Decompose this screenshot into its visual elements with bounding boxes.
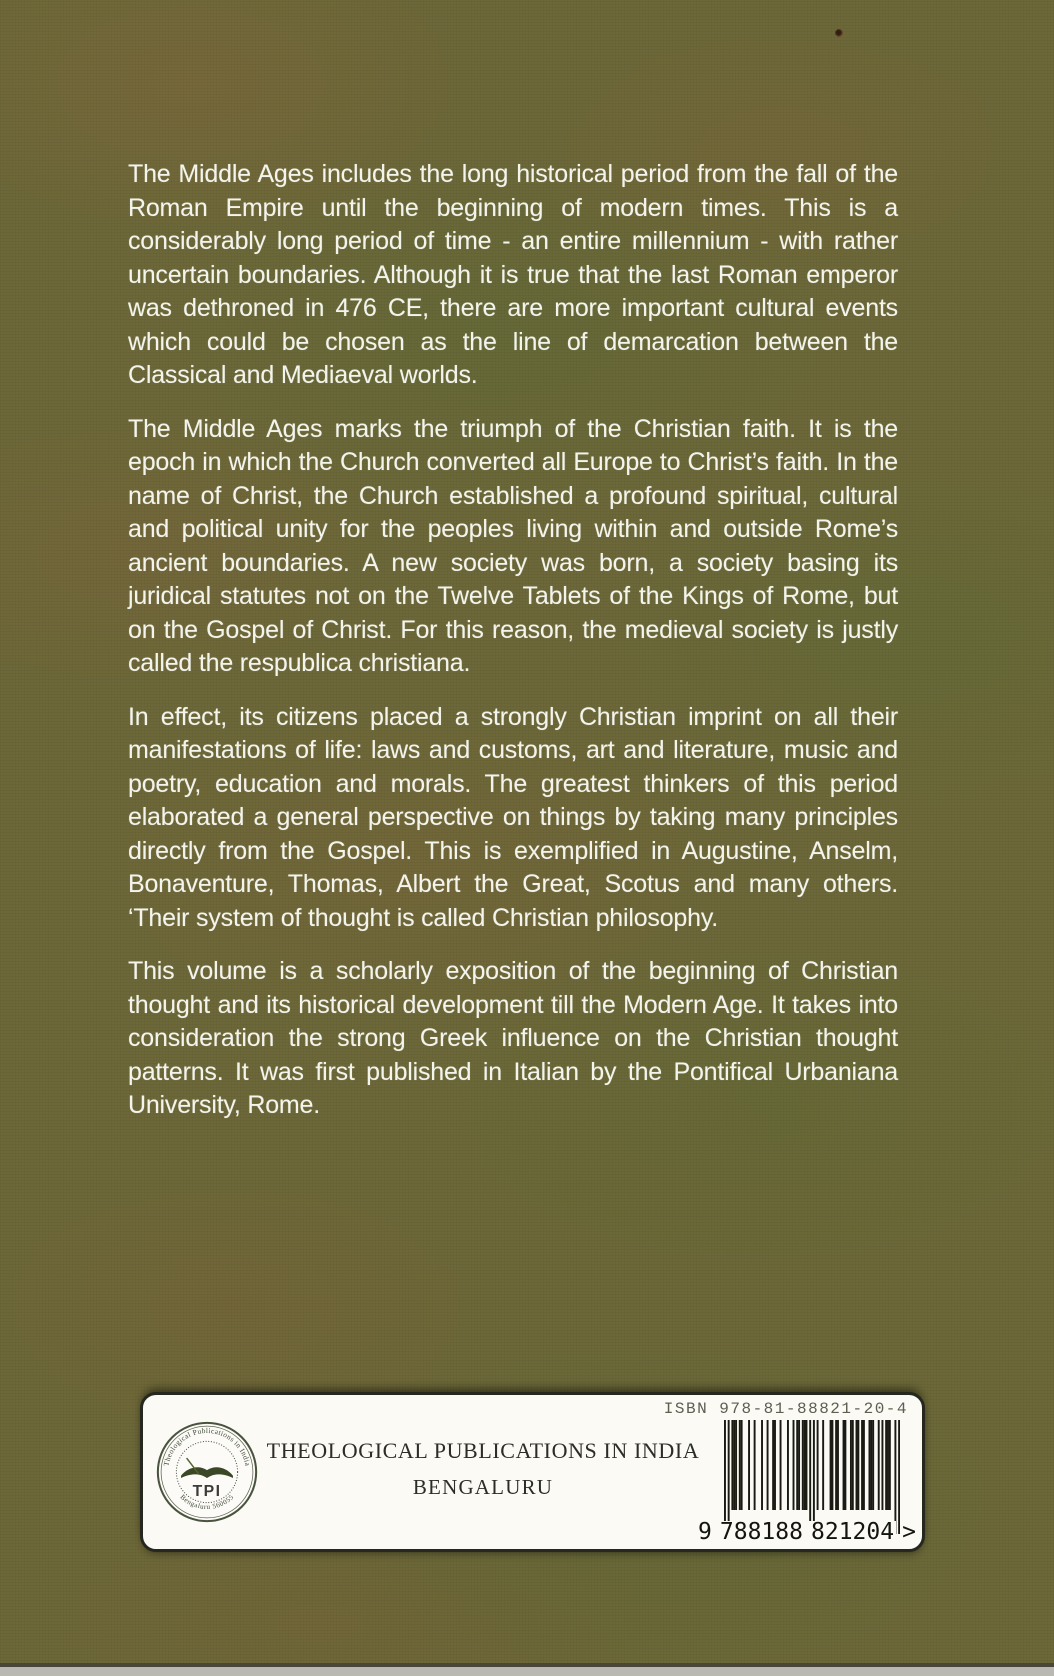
isbn-text: ISBN 978-81-88821-20-4 xyxy=(663,1400,908,1418)
back-cover-blurb xyxy=(128,158,898,1143)
barcode-digit-group: 788188 xyxy=(719,1519,803,1545)
tpi-publisher-seal-icon xyxy=(156,1421,258,1523)
publisher-name: THEOLOGICAL PUBLICATIONS IN INDIA xyxy=(266,1438,700,1463)
scan-speck xyxy=(835,29,843,37)
isbn-block xyxy=(663,1395,916,1549)
blurb-paragraph-3: In effect, its citizens placed a strongly Christian imprint on all their manifestations of life: laws and customs, art and literature, music and poetry, education and morals. The greatest thinkers of this period elaborated a general perspective on things by taking many principles directly from the Gospel. This is exemplified in Augustine, Anselm, Bonaventure, Thomas, Albert the Great, Scotus and many others. ‘Their system of thought is called Christian philosophy. xyxy=(128,702,898,932)
seal-arc-top-text: Theological Publications in India xyxy=(161,1425,253,1467)
barcode xyxy=(698,1420,916,1545)
blurb-paragraph-2: The Middle Ages marks the triumph of the Christian faith. It is the epoch in which the Church converted all Europe to Christ’s faith. In the name of Christ, the Church established a profound spiritual, cultural and political unity for the peoples living within and outside Rome’s ancient boundaries. A new society was born, a society basing its juridical statutes not on the Twelve Tablets of the Kings of Rome, but on the Gospel of Christ. For this reason, the medieval society is justly called the respublica christiana. xyxy=(128,414,898,677)
barcode-digit-group: 9 xyxy=(698,1519,712,1545)
blurb-paragraph-4: This volume is a scholarly exposition of the beginning of Christian thought and its historical development till the Modern Age. It takes into consideration the strong Greek influence on the Christian thought patterns. It was first published in Italian by the Pontifical Urbaniana University, Rome. xyxy=(128,957,898,1119)
barcode-digits xyxy=(696,1521,918,1544)
publisher-city: BENGALURU xyxy=(412,1475,554,1499)
barcode-digit-group: > xyxy=(902,1519,916,1545)
blurb-paragraph-1: The Middle Ages includes the long historical period from the fall of the Roman Empire until the beginning of modern times. This is a considerably long period of time - an entire millennium - with rather uncertain boundaries. Although it is true that the last Roman emperor was dethroned in 476 CE, there are more important cultural events which could be chosen as the line of demarcation between the Classical and Mediaeval worlds. xyxy=(128,160,898,389)
publisher-name-block xyxy=(258,1438,708,1500)
publisher-label xyxy=(140,1392,925,1552)
scan-page-edge xyxy=(0,1663,1054,1676)
seal-arc-bottom-text: Bengaluru 560055 xyxy=(178,1492,236,1512)
barcode-digit-group: 821204 xyxy=(811,1519,895,1545)
seal-monogram: TPI xyxy=(192,1483,222,1501)
